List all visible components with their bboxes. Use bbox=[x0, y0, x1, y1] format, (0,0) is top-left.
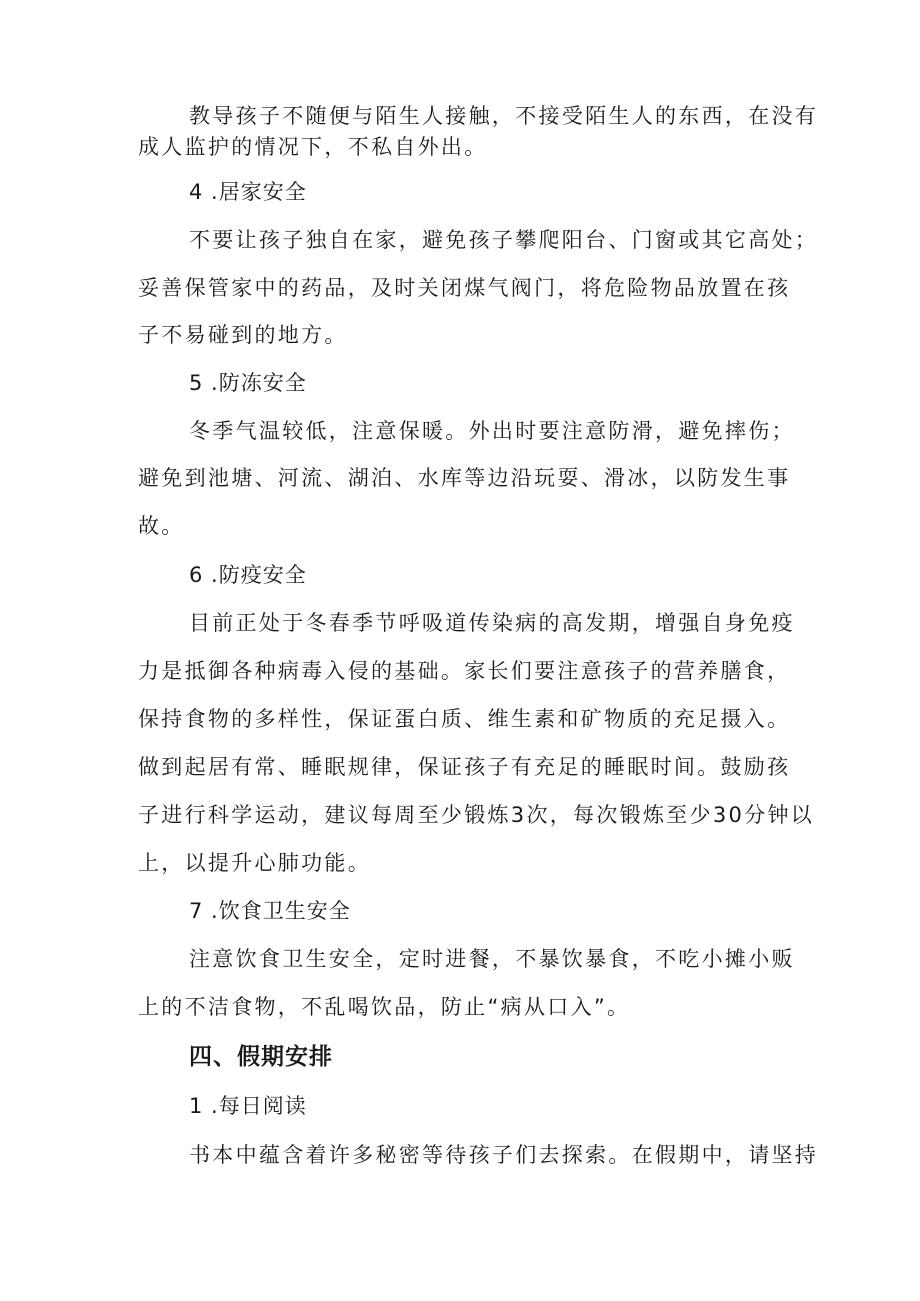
subheading-epidemic-safety: 6 .防疫安全 bbox=[189, 563, 307, 587]
paragraph-line: 不要让孩子独自在家，避免孩子攀爬阳台、门窗或其它高处； bbox=[189, 228, 819, 252]
subheading-food-safety: 7 .饮食卫生安全 bbox=[189, 899, 351, 923]
paragraph-line: 上，以提升心肺功能。 bbox=[138, 851, 371, 875]
paragraph-line: 力是抵御各种病毒入侵的基础。家长们要注意孩子的营养膳食， bbox=[138, 659, 791, 683]
subheading-frost-safety: 5 .防冻安全 bbox=[189, 371, 307, 395]
subheading-daily-reading: 1 .每日阅读 bbox=[189, 1094, 307, 1118]
paragraph-line: 成人监护的情况下，不私自外出。 bbox=[138, 135, 488, 159]
paragraph-line: 做到起居有常、睡眠规律，保证孩子有充足的睡眠时间。鼓励孩 bbox=[138, 755, 791, 779]
paragraph-line: 保持食物的多样性，保证蛋白质、维生素和矿物质的充足摄入。 bbox=[138, 707, 791, 731]
paragraph-line: 避免到池塘、河流、湖泊、水库等边沿玩耍、滑冰，以防发生事 bbox=[138, 466, 791, 490]
paragraph-line: 教导孩子不随便与陌生人接触，不接受陌生人的东西，在没有 bbox=[189, 104, 819, 128]
section-heading-holiday-plan: 四、假期安排 bbox=[189, 1044, 333, 1070]
paragraph-line: 冬季气温较低，注意保暖。外出时要注意防滑，避免摔伤； bbox=[189, 419, 795, 443]
paragraph-line: 故。 bbox=[138, 514, 185, 538]
subheading-home-safety: 4 .居家安全 bbox=[189, 180, 307, 204]
paragraph-line: 注意饮食卫生安全，定时进餐，不暴饮暴食，不吃小摊小贩 bbox=[189, 947, 795, 971]
paragraph-line: 上的不洁食物，不乱喝饮品，防止“病从口入”。 bbox=[138, 995, 631, 1019]
paragraph-line: 书本中蕴含着许多秘密等待孩子们去探索。在假期中，请坚持 bbox=[189, 1143, 819, 1167]
paragraph-line: 妥善保管家中的药品，及时关闭煤气阀门，将危险物品放置在孩 bbox=[138, 276, 791, 300]
paragraph-line: 子不易碰到的地方。 bbox=[138, 323, 348, 347]
paragraph-line: 目前正处于冬春季节呼吸道传染病的高发期，增强自身免疫 bbox=[189, 611, 795, 635]
paragraph-line: 子进行科学运动，建议每周至少锻炼3次，每次锻炼至少30分钟以 bbox=[138, 803, 815, 827]
